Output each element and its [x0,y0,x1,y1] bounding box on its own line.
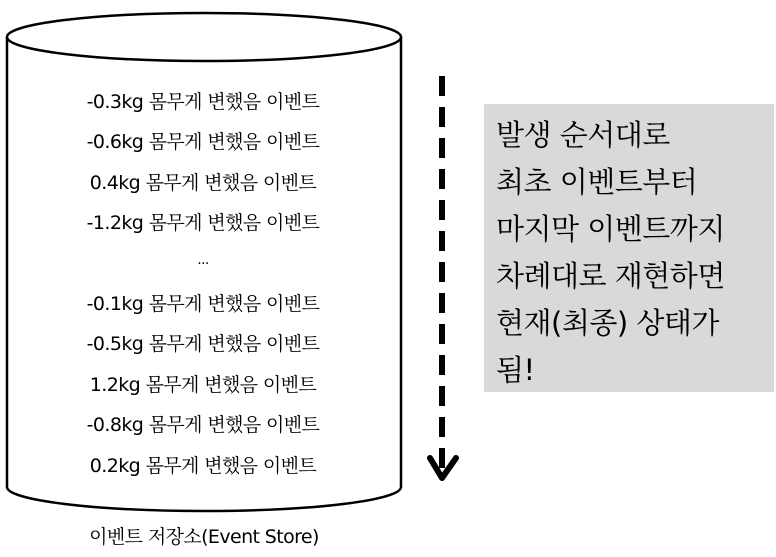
replay-direction-arrow [430,76,456,478]
event-store-label: 이벤트 저장소(Event Store) [89,526,319,548]
event-item: -0.5kg 몸무게 변했음 이벤트 [86,333,320,356]
cylinder-top [7,13,401,61]
event-item: 1.2kg 몸무게 변했음 이벤트 [89,373,317,396]
event-item: 0.4kg 몸무게 변했음 이벤트 [89,171,317,194]
note-line: 마지막 이벤트까지 [496,212,725,246]
event-item: -0.8kg 몸무게 변했음 이벤트 [86,414,320,437]
replay-note-box [484,104,774,392]
note-line: 됨! [496,353,535,387]
event-list [30,84,376,488]
event-item: -0.6kg 몸무게 변했음 이벤트 [86,131,320,154]
event-item: -1.2kg 몸무게 변했음 이벤트 [86,212,320,235]
event-ellipsis: ... [197,251,209,268]
event-item: 0.2kg 몸무게 변했음 이벤트 [89,454,317,477]
note-line: 최초 이벤트부터 [496,165,698,199]
note-line: 차례대로 재현하면 [496,259,725,293]
note-line: 현재(최종) 상태가 [496,306,719,340]
event-item: -0.3kg 몸무게 변했음 이벤트 [86,91,320,113]
event-item: -0.1kg 몸무게 변했음 이벤트 [86,292,320,315]
note-line: 발생 순서대로 [496,118,670,152]
